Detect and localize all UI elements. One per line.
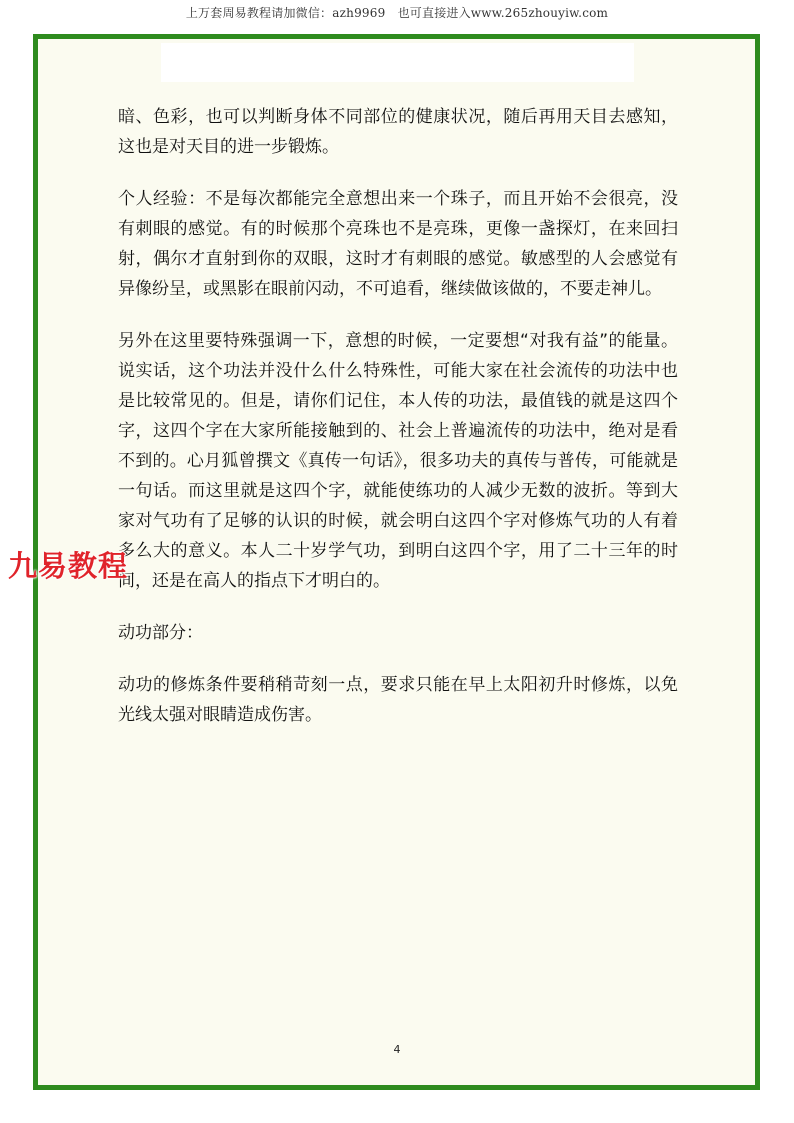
top-banner: 上万套周易教程请加微信：azh9969 也可直接进入www.265zhouyiw.com: [185, 6, 609, 20]
paragraph: 暗、色彩，也可以判断身体不同部位的健康状况，随后再用天目去感知，这也是对天目的进一步锻炼。: [118, 107, 678, 157]
page-number: 4: [393, 1043, 401, 1056]
watermark-logo: 九易教程: [8, 549, 129, 583]
header-blank-strip: [161, 43, 634, 82]
paragraph: 个人经验：不是每次都能完全意想出来一个珠子，而且开始不会很亮，没有刺眼的感觉。有的时候那个亮珠也不是亮珠，更像一盏探灯，在来回扫射，偶尔才直射到你的双眼，这时才有刺眼的感觉。敏感型的人会感觉有异像纷呈，或黑影在眼前闪动，不可追看，继续做该做的，不要走神儿。: [118, 189, 678, 299]
body-text: [118, 102, 678, 730]
paragraph: 动功的修炼条件要稍稍苛刻一点，要求只能在早上太阳初升时修炼，以免光线太强对眼睛造成伤害。: [118, 675, 678, 725]
section-heading: 动功部分：: [118, 623, 203, 643]
paragraph: 另外在这里要特殊强调一下，意想的时候，一定要想“对我有益”的能量。说实话，这个功法并没什么什么特殊性，可能大家在社会流传的功法中也是比较常见的。但是，请你们记住，本人传的功法，最值钱的就是这四个字，这四个字在大家所能接触到的、社会上普遍流传的功法中，绝对是看不到的。心月狐曾撰文《真传一句话》，很多功夫的真传与普传，可能就是一句话。而这里就是这四个字，就能使练功的人减少无数的波折。等到大家对气功有了足够的认识的时候，就会明白这四个字对修炼气功的人有着多么大的意义。本人二十岁学气功，到明白这四个字，用了二十三年的时间，还是在高人的指点下才明白的。: [118, 331, 678, 591]
